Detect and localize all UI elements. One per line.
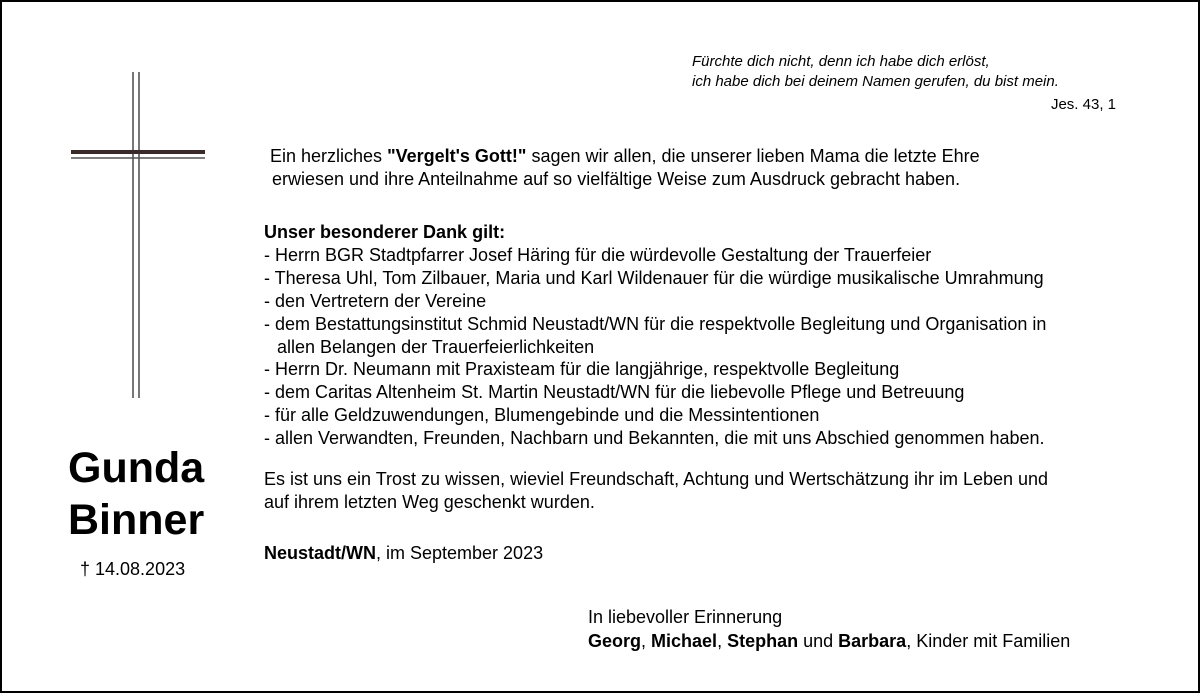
thanks-paragraph (270, 145, 980, 191)
list-item: - Herrn Dr. Neumann mit Praxisteam für die langjährige, respektvolle Begleitung (264, 359, 900, 380)
list-item: - allen Verwandten, Freunden, Nachbarn und Bekannten, die mit uns Abschied genommen haben. (264, 428, 1045, 449)
consolation-paragraph (264, 468, 1048, 514)
consolation-line-1: Es ist uns ein Trost zu wissen, wieviel Freundschaft, Achtung und Wertschätzung ihr im Leben und (264, 469, 1049, 489)
thanks-line-1 (270, 145, 980, 168)
verse-reference: Jes. 43, 1 (1050, 96, 1116, 113)
place-date (264, 542, 543, 565)
first-name: Gunda (68, 444, 205, 492)
child-name: Barbara (838, 631, 907, 651)
verse-line-1: Fürchte dich nicht, denn ich habe dich erlöst, (692, 53, 990, 70)
special-thanks (264, 221, 1046, 450)
separator: und (798, 631, 839, 651)
closing-line-1: In liebevoller Erinnerung (588, 607, 783, 627)
special-thanks-heading: Unser besonderer Dank gilt: (264, 222, 506, 242)
closing-names (588, 629, 1070, 653)
death-date: † 14.08.2023 (80, 559, 186, 579)
thanks-emphasis: "Vergelt's Gott!" (387, 146, 527, 166)
verse-line-2: ich habe dich bei deinem Namen gerufen, du bist mein. (692, 73, 1059, 90)
cross-icon (70, 70, 206, 400)
separator: , (717, 631, 728, 651)
closing (588, 605, 1070, 653)
separator: , (641, 631, 652, 651)
consolation-line-2: auf ihrem letzten Weg geschenkt wurden. (264, 492, 595, 512)
thanks-prefix: Ein herzliches (270, 146, 388, 166)
bible-verse (692, 52, 1059, 92)
list-item: - Herrn BGR Stadtpfarrer Josef Häring für die würdevolle Gestaltung der Trauerfeier (264, 244, 932, 265)
list-item: - den Vertretern der Vereine (264, 290, 487, 311)
closing-suffix: , Kinder mit Familien (906, 631, 1071, 651)
list-item: allen Belangen der Trauerfeierlichkeiten (277, 336, 595, 357)
child-name: Georg (588, 631, 642, 651)
list-item: - Theresa Uhl, Tom Zilbauer, Maria und Karl Wildenauer für die würdige musikalische Umrahmung (264, 267, 1044, 288)
child-name: Stephan (727, 631, 799, 651)
child-name: Michael (651, 631, 718, 651)
place-city: Neustadt/WN (264, 543, 376, 563)
deceased-name (68, 442, 204, 546)
list-item: - für alle Geldzuwendungen, Blumengebinde und die Messintentionen (264, 405, 820, 426)
thanks-line-2: erwiesen und ihre Anteilnahme auf so vielfältige Weise zum Ausdruck gebracht haben. (272, 169, 961, 189)
list-item: - dem Bestattungsinstitut Schmid Neustadt/WN für die respektvolle Begleitung und Organisation in (264, 313, 1047, 334)
place-date-text: , im September 2023 (376, 543, 544, 563)
list-item: - dem Caritas Altenheim St. Martin Neustadt/WN für die liebevolle Pflege und Betreuung (264, 382, 965, 403)
last-name: Binner (68, 496, 205, 544)
thanks-suffix: sagen wir allen, die unserer lieben Mama die letzte Ehre (526, 146, 980, 166)
